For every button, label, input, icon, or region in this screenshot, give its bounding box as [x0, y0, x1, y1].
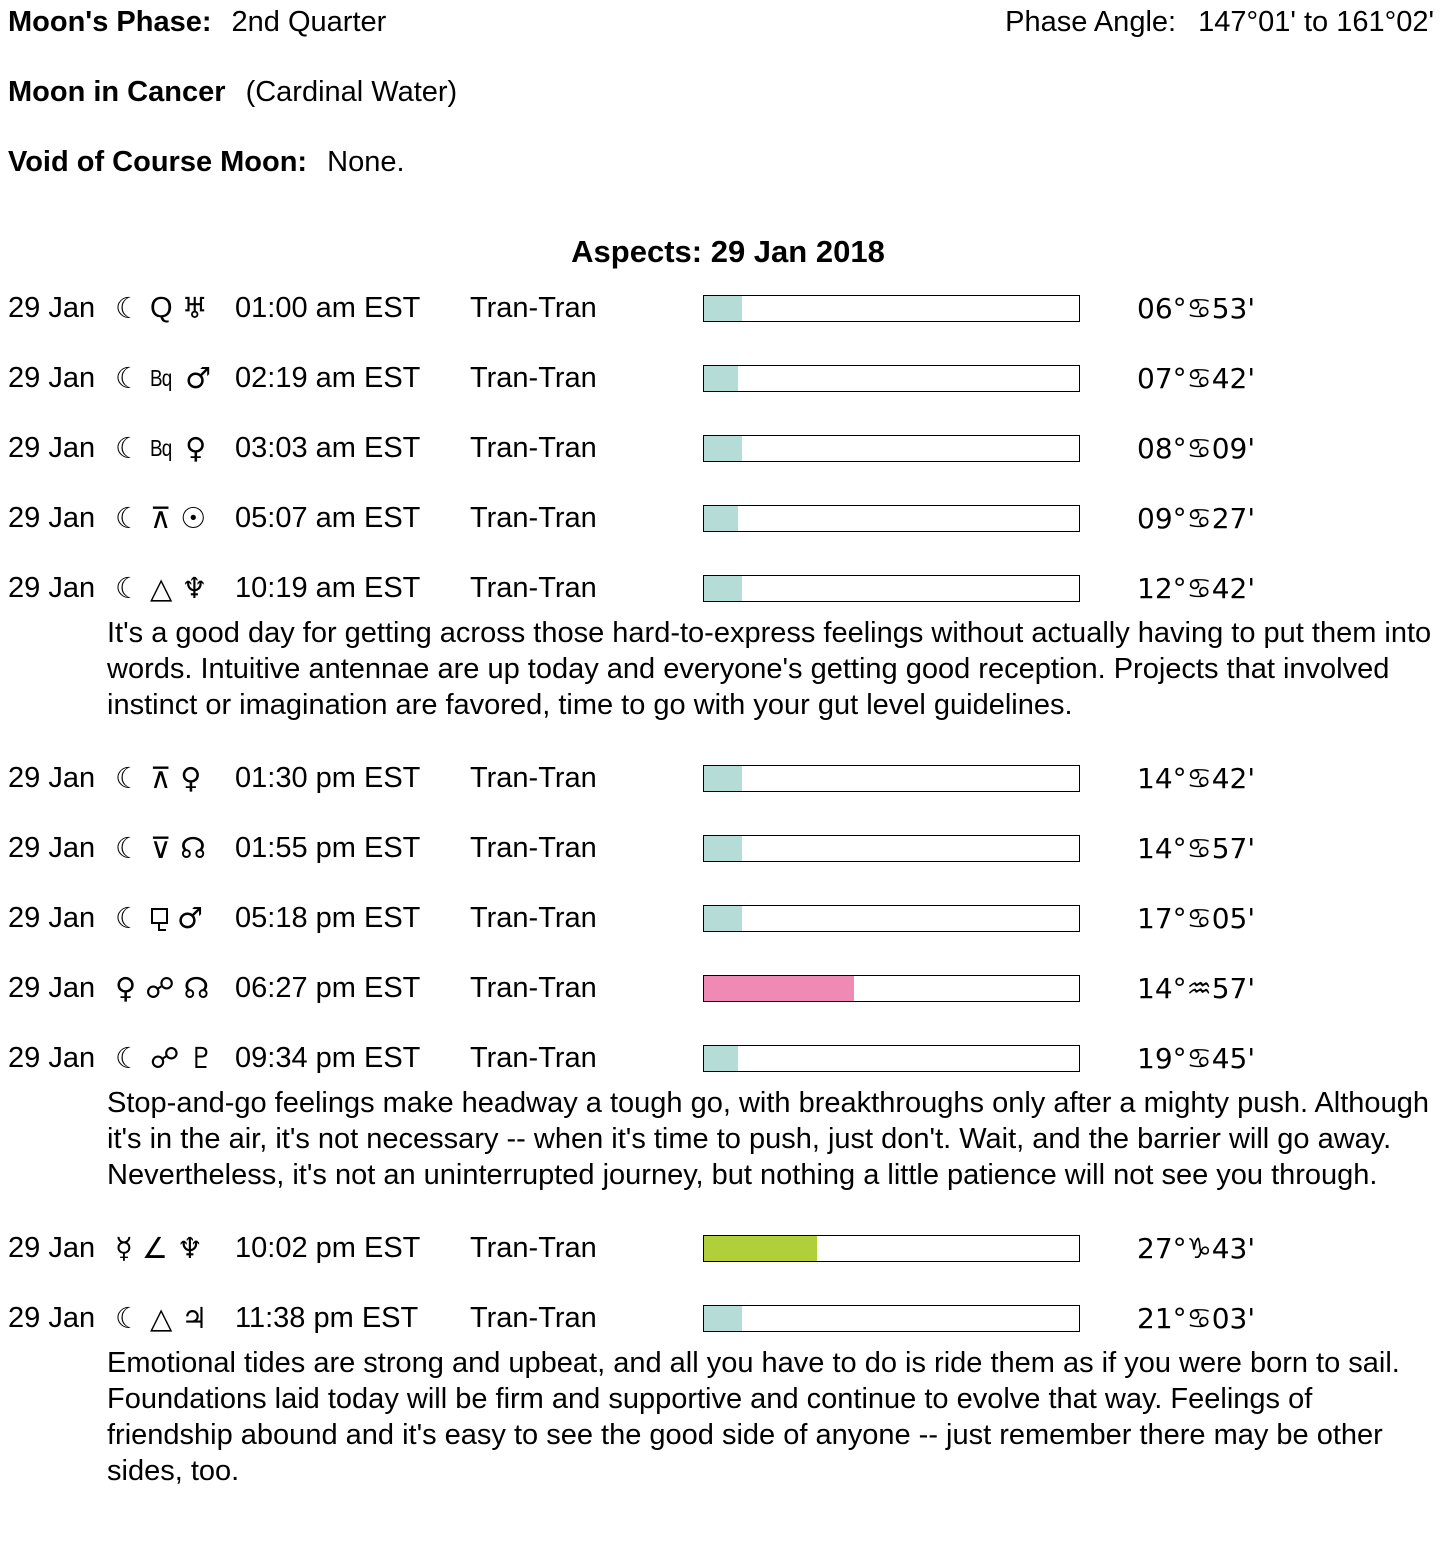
aspect-block	[8, 1041, 1448, 1193]
quintile-icon: Q	[150, 292, 173, 324]
moon-icon: ☾	[115, 501, 141, 535]
aspect-symbols	[115, 361, 235, 395]
aspect-orb-bar-fill	[704, 836, 742, 861]
aspect-position: 14°♒57'	[1137, 972, 1256, 1005]
aspect-date: 29 Jan	[8, 1232, 96, 1264]
aspect-time: 02:19 am EST	[235, 362, 421, 394]
aspect-block	[8, 971, 1448, 1005]
north-node-icon: ☊	[183, 971, 210, 1005]
aspect-type-label: Tran-Tran	[470, 502, 597, 534]
aspect-position: 08°♋09'	[1137, 432, 1256, 465]
aspect-orb-bar	[703, 1235, 1080, 1262]
aspect-symbols	[115, 501, 235, 535]
moon-icon: ☾	[115, 571, 141, 605]
aspect-orb-bar-fill	[704, 976, 854, 1001]
aspect-block	[8, 901, 1448, 935]
aspect-row	[8, 971, 1448, 1005]
moon-in-sign-label: Moon in Cancer	[8, 76, 226, 108]
quincunx-icon: ⊼	[150, 761, 172, 795]
aspect-type-label: Tran-Tran	[470, 1302, 597, 1334]
moon-icon: ☾	[115, 431, 141, 465]
neptune-icon: ♆	[181, 571, 208, 605]
void-of-course-label: Void of Course Moon:	[8, 146, 308, 178]
void-of-course-value: None.	[327, 146, 405, 178]
aspect-type-label: Tran-Tran	[470, 292, 597, 324]
aspect-time: 05:18 pm EST	[235, 902, 421, 934]
aspect-orb-bar	[703, 765, 1080, 792]
aspect-orb-bar	[703, 905, 1080, 932]
aspect-row	[8, 361, 1448, 395]
aspect-symbols	[115, 431, 235, 465]
aspect-orb-bar-fill	[704, 576, 742, 601]
aspect-orb-bar	[703, 505, 1080, 532]
moon-icon: ☾	[115, 831, 141, 865]
aspect-type-label: Tran-Tran	[470, 762, 597, 794]
aspect-block	[8, 761, 1448, 795]
aspect-position: 17°♋05'	[1137, 902, 1256, 935]
aspect-position: 12°♋42'	[1137, 572, 1256, 605]
moon-in-sign-line	[8, 76, 1448, 106]
aspect-date: 29 Jan	[8, 572, 96, 604]
aspect-note: Emotional tides are strong and upbeat, and all you have to do is ride them as if you were born to sail. Foundations laid today will be firm and supportive and continue to evolve that way. Feelings of friendship abound and it's easy to see the good side of anyone -- just remember there may be other sides, too.	[107, 1347, 1400, 1487]
pluto-icon: ♇	[188, 1041, 215, 1075]
moon-icon: ☾	[115, 291, 141, 325]
aspect-orb-bar	[703, 1305, 1080, 1332]
aspect-row	[8, 501, 1448, 535]
void-of-course-line	[8, 146, 1448, 176]
aspect-type-label: Tran-Tran	[470, 572, 597, 604]
aspect-orb-bar-fill	[704, 366, 738, 391]
venus-icon: ♀	[180, 761, 202, 795]
aspect-time: 01:00 am EST	[235, 292, 421, 324]
aspect-row	[8, 1041, 1448, 1075]
opposition-icon: ☍	[150, 1041, 180, 1075]
aspect-position: 27°♑43'	[1137, 1232, 1256, 1265]
aspect-time: 11:38 pm EST	[235, 1302, 419, 1334]
moon-icon: ☾	[115, 761, 141, 795]
aspect-orb-bar-fill	[704, 1046, 738, 1071]
aspect-note: It's a good day for getting across those hard-to-express feelings without actually having to put them into words. Intuitive antennae are up today and everyone's getting good reception. Projects that involved instinct or imagination are favored, time to go with your gut level guidelines.	[107, 617, 1432, 721]
aspect-row	[8, 571, 1448, 605]
aspect-row	[8, 431, 1448, 465]
moons-phase-label: Moon's Phase:	[8, 6, 212, 38]
aspect-block	[8, 501, 1448, 535]
aspect-type-label: Tran-Tran	[470, 832, 597, 864]
aspect-time: 10:19 am EST	[235, 572, 421, 604]
aspect-orb-bar	[703, 575, 1080, 602]
phase-angle-value: 147°01' to 161°02'	[1198, 6, 1434, 38]
venus-icon: ♀	[115, 971, 137, 1005]
moon-icon: ☾	[115, 361, 141, 395]
trine-icon: △	[150, 571, 173, 605]
aspect-orb-bar-fill	[704, 296, 742, 321]
aspect-position: 09°♋27'	[1137, 502, 1256, 535]
aspect-block	[8, 431, 1448, 465]
aspect-block	[8, 361, 1448, 395]
aspect-date: 29 Jan	[8, 502, 96, 534]
neptune-icon: ♆	[176, 1231, 203, 1265]
aspect-date: 29 Jan	[8, 972, 96, 1004]
north-node-icon: ☊	[180, 831, 206, 865]
aspect-orb-bar-fill	[704, 766, 742, 791]
aspect-orb-bar-fill	[704, 906, 742, 931]
aspect-symbols	[115, 1301, 235, 1335]
aspect-symbols	[115, 971, 235, 1005]
semisextile-icon: ⊽	[150, 831, 172, 865]
aspect-orb-bar	[703, 365, 1080, 392]
moons-phase-value: 2nd Quarter	[231, 6, 387, 38]
aspect-type-label: Tran-Tran	[470, 972, 597, 1004]
aspect-position: 14°♋42'	[1137, 762, 1256, 795]
aspect-symbols	[115, 1041, 235, 1075]
aspect-date: 29 Jan	[8, 832, 96, 864]
aspect-time: 01:55 pm EST	[235, 832, 421, 864]
aspect-block	[8, 1301, 1448, 1489]
aspect-time: 06:27 pm EST	[235, 972, 421, 1004]
opposition-icon: ☍	[145, 971, 175, 1005]
aspect-date: 29 Jan	[8, 362, 96, 394]
aspect-orb-bar	[703, 975, 1080, 1002]
aspect-orb-bar-fill	[704, 1236, 817, 1261]
aspect-row	[8, 761, 1448, 795]
aspect-date: 29 Jan	[8, 902, 96, 934]
aspect-time: 09:34 pm EST	[235, 1042, 421, 1074]
aspects-list	[8, 291, 1448, 1489]
aspects-title: Aspects: 29 Jan 2018	[571, 234, 885, 269]
aspect-symbols	[115, 831, 235, 865]
aspect-symbols	[115, 761, 235, 795]
moon-icon: ☾	[115, 1041, 141, 1075]
aspect-position: 14°♋57'	[1137, 832, 1256, 865]
biquintile-icon: Bq	[150, 435, 172, 461]
aspect-block	[8, 571, 1448, 723]
aspect-row	[8, 291, 1448, 325]
jupiter-icon: ♃	[181, 1301, 208, 1335]
venus-icon: ♀	[185, 431, 207, 465]
aspect-time: 10:02 pm EST	[235, 1232, 421, 1264]
aspect-orb-bar-fill	[704, 506, 738, 531]
biquintile-icon: Bq	[150, 365, 172, 391]
aspect-type-label: Tran-Tran	[470, 1042, 597, 1074]
aspect-date: 29 Jan	[8, 432, 96, 464]
aspect-date: 29 Jan	[8, 762, 96, 794]
aspect-date: 29 Jan	[8, 1042, 96, 1074]
aspect-orb-bar-fill	[704, 1306, 742, 1331]
aspect-type-label: Tran-Tran	[470, 362, 597, 394]
sun-icon: ☉	[180, 501, 207, 535]
aspect-block	[8, 1231, 1448, 1265]
aspect-block	[8, 291, 1448, 325]
aspect-orb-bar	[703, 435, 1080, 462]
aspect-block	[8, 831, 1448, 865]
trine-icon: △	[150, 1301, 173, 1335]
aspect-position: 07°♋42'	[1137, 362, 1256, 395]
mars-icon: ♂	[185, 361, 212, 395]
aspect-symbols	[115, 901, 235, 935]
aspect-symbols	[115, 571, 235, 605]
uranus-icon: ♅	[181, 291, 208, 325]
mars-icon: ♂	[177, 901, 203, 935]
aspect-orb-bar-fill	[704, 436, 742, 461]
phase-angle-line	[1005, 6, 1434, 39]
aspect-time: 03:03 am EST	[235, 432, 421, 464]
aspect-position: 21°♋03'	[1137, 1302, 1256, 1335]
phase-angle-label: Phase Angle:	[1005, 6, 1177, 38]
aspect-time: 01:30 pm EST	[235, 762, 421, 794]
moon-icon: ☾	[115, 1301, 141, 1335]
moon-icon: ☾	[115, 901, 141, 935]
aspect-row	[8, 901, 1448, 935]
aspect-note: Stop-and-go feelings make headway a tough go, with breakthroughs only after a mighty push. Although it's in the air, it's not necessary -- when it's time to push, just don't. Wait, and the barrier will go away. Nevertheless, it's not an uninterrupted journey, but nothing a little patience will not see you through.	[107, 1087, 1429, 1191]
aspect-time: 05:07 am EST	[235, 502, 421, 534]
aspect-row	[8, 1301, 1448, 1335]
aspect-symbols	[115, 1231, 235, 1265]
mercury-icon: ☿	[115, 1231, 133, 1265]
aspect-type-label: Tran-Tran	[470, 1232, 597, 1264]
aspect-orb-bar	[703, 835, 1080, 862]
aspect-position: 06°♋53'	[1137, 292, 1256, 325]
sesquiquadrate-icon	[150, 904, 168, 934]
aspect-type-label: Tran-Tran	[470, 432, 597, 464]
aspect-date: 29 Jan	[8, 1302, 96, 1334]
aspect-type-label: Tran-Tran	[470, 902, 597, 934]
aspect-date: 29 Jan	[8, 292, 96, 324]
aspect-position: 19°♋45'	[1137, 1042, 1256, 1075]
moon-in-sign-value: (Cardinal Water)	[245, 76, 458, 108]
quincunx-icon: ⊼	[150, 501, 172, 535]
aspect-orb-bar	[703, 295, 1080, 322]
aspect-symbols	[115, 291, 235, 325]
aspect-orb-bar	[703, 1045, 1080, 1072]
aspect-row	[8, 831, 1448, 865]
semisquare-icon: ∠	[141, 1231, 168, 1265]
aspect-row	[8, 1231, 1448, 1265]
